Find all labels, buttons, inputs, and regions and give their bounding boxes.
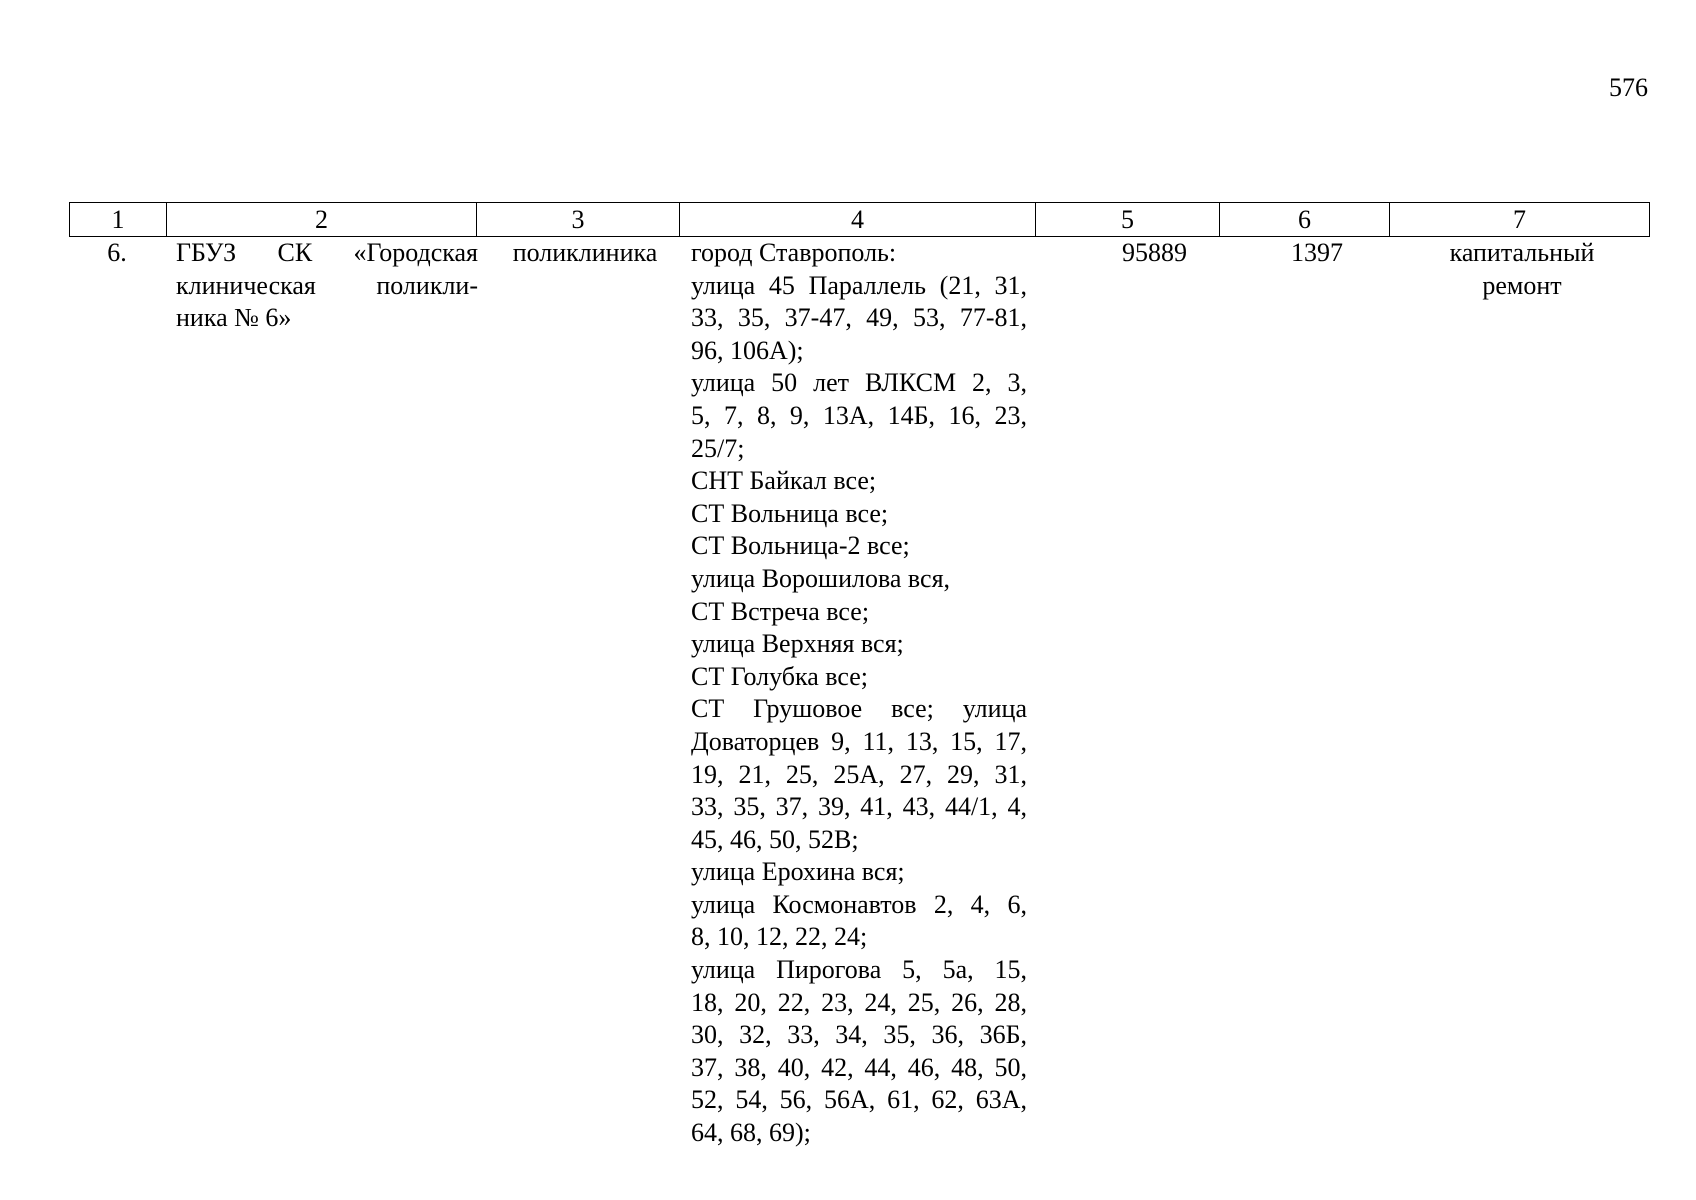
column-header-6: 6: [1220, 203, 1390, 237]
work-type-line: капитальный: [1449, 238, 1595, 267]
service-area-addresses: [691, 237, 1027, 1150]
address-line: улица Верхняя вся;: [691, 629, 904, 659]
work-type: [1407, 237, 1637, 302]
institution-name-line: клиническая поликли-: [176, 270, 478, 300]
address-line: город Ставрополь:: [691, 238, 897, 267]
address-line: Доваторцев 9, 11, 13, 15, 17,: [691, 726, 1027, 756]
address-line: 64, 68, 69);: [691, 1118, 811, 1148]
address-line: улица 45 Параллель (21, 31,: [691, 270, 1027, 300]
address-line: улица Пирогова 5, 5а, 15,: [691, 955, 1027, 985]
address-line: улица Ворошилова вся,: [691, 563, 951, 593]
address-line: 96, 106А);: [691, 335, 804, 365]
address-line: СТ Встреча все;: [691, 596, 870, 626]
column-header-7: 7: [1390, 203, 1650, 237]
address-line: 8, 10, 12, 22, 24;: [691, 922, 868, 952]
address-line: 33, 35, 37, 39, 41, 43, 44/1, 4,: [691, 792, 1027, 822]
address-line: СТ Голубка все;: [691, 661, 869, 691]
address-line: улица Ерохина вся;: [691, 857, 905, 887]
column-header-2: 2: [167, 203, 477, 237]
institution-name-line: ника № 6»: [176, 303, 292, 333]
population-count: 95889: [1122, 238, 1187, 267]
address-line: 45, 46, 50, 52В;: [691, 824, 859, 854]
address-line: улица Космонавтов 2, 4, 6,: [691, 889, 1027, 919]
work-type-line: ремонт: [1482, 270, 1562, 300]
page-number: 576: [1609, 73, 1648, 102]
institution-name-line: ГБУЗ СК «Городская: [176, 238, 478, 267]
address-line: СТ Вольница все;: [691, 498, 889, 528]
address-line: улица 50 лет ВЛКСМ 2, 3,: [691, 368, 1027, 398]
address-line: СТ Грушовое все; улица: [691, 694, 1027, 724]
address-line: 37, 38, 40, 42, 44, 46, 48, 50,: [691, 1052, 1027, 1082]
column-header-5: 5: [1036, 203, 1220, 237]
address-line: СНТ Байкал все;: [691, 466, 877, 496]
address-line: 30, 32, 33, 34, 35, 36, 36Б,: [691, 1020, 1027, 1050]
address-line: 19, 21, 25, 25А, 27, 29, 31,: [691, 759, 1027, 789]
row-number: 6.: [107, 238, 127, 267]
capacity-value: 1397: [1291, 238, 1343, 267]
institution-type: поликлиника: [512, 238, 658, 267]
column-number-header: [69, 202, 1650, 237]
address-line: 18, 20, 22, 23, 24, 25, 26, 28,: [691, 987, 1027, 1017]
column-header-1: 1: [70, 203, 167, 237]
column-header-4: 4: [680, 203, 1036, 237]
column-header-3: 3: [477, 203, 680, 237]
address-line: 52, 54, 56, 56А, 61, 62, 63А,: [691, 1085, 1027, 1115]
address-line: СТ Вольница-2 все;: [691, 531, 910, 561]
address-line: 25/7;: [691, 433, 745, 463]
institution-name: [176, 237, 478, 335]
address-line: 33, 35, 37-47, 49, 53, 77-81,: [691, 303, 1027, 333]
address-line: 5, 7, 8, 9, 13А, 14Б, 16, 23,: [691, 400, 1027, 430]
